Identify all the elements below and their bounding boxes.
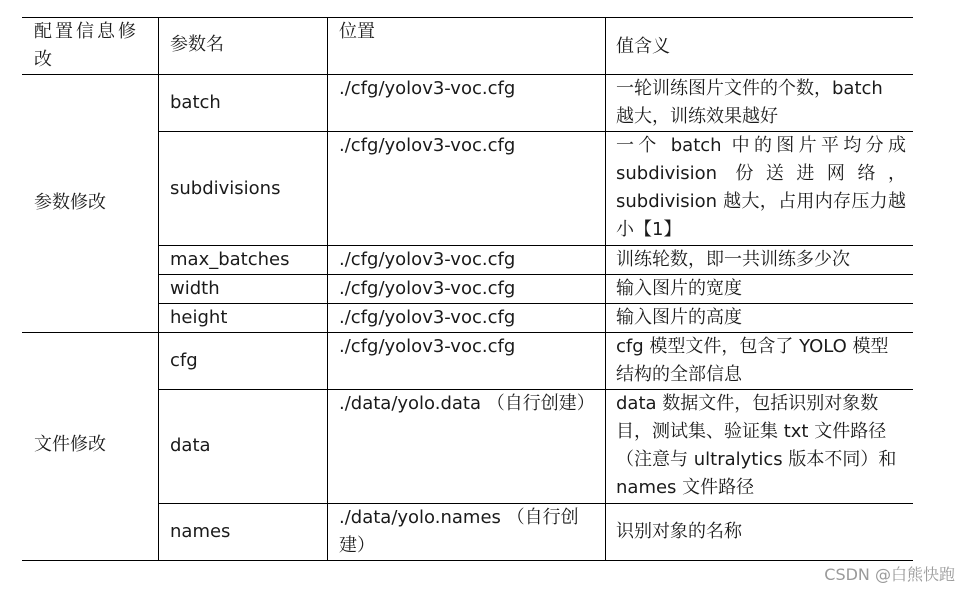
group-param-modify: 参数修改	[34, 192, 106, 213]
param-cell: subdivisions	[170, 178, 281, 199]
col-rule	[327, 17, 328, 561]
location-cell: ./cfg/yolov3-voc.cfg	[339, 336, 516, 357]
location-cell: ./cfg/yolov3-voc.cfg	[339, 249, 516, 270]
location-cell: ./cfg/yolov3-voc.cfg	[339, 78, 516, 99]
header-config: 配置信息修改	[34, 21, 139, 70]
param-cell: data	[170, 435, 211, 456]
meaning-cell: 输入图片的高度	[616, 307, 742, 328]
meaning-cell: 输入图片的宽度	[616, 278, 742, 299]
meaning-cell: 一轮训练图片文件的个数，batch 越大，训练效果越好	[616, 78, 883, 127]
col-rule	[158, 17, 159, 561]
header-meaning: 值含义	[616, 36, 670, 57]
param-cell: height	[170, 307, 228, 328]
rule-top	[22, 17, 913, 18]
param-cell: names	[170, 521, 231, 542]
header-location: 位置	[339, 21, 375, 42]
watermark: CSDN @白熊快跑	[824, 565, 955, 584]
meaning-cell: cfg 模型文件，包含了 YOLO 模型结构的全部信息	[616, 336, 889, 385]
meaning-cell: data 数据文件，包括识别对象数目，测试集、验证集 txt 文件路径（注意与 ultralytics 版本不同）和 names 文件路径	[616, 393, 897, 498]
param-cell: width	[170, 278, 220, 299]
param-cell: cfg	[170, 350, 198, 371]
header-param: 参数名	[170, 34, 224, 55]
rule-bottom	[22, 560, 913, 561]
meaning-cell: 一个 batch 中的图片平均分成 subdivision 份送进网络，subdivision 越大，占用内存压力越小【1】	[616, 135, 906, 240]
location-cell: ./cfg/yolov3-voc.cfg	[339, 135, 516, 156]
location-cell: ./cfg/yolov3-voc.cfg	[339, 278, 516, 299]
meaning-cell: 训练轮数，即一共训练多少次	[616, 249, 850, 270]
group-file-modify: 文件修改	[34, 434, 106, 455]
location-cell: ./cfg/yolov3-voc.cfg	[339, 307, 516, 328]
meaning-cell: 识别对象的名称	[616, 521, 742, 542]
param-cell: max_batches	[170, 249, 290, 270]
param-cell: batch	[170, 92, 221, 113]
col-rule	[605, 17, 606, 561]
location-cell: ./data/yolo.names （自行创建）	[339, 507, 579, 556]
config-table	[22, 17, 913, 560]
location-cell: ./data/yolo.data （自行创建）	[339, 393, 595, 414]
